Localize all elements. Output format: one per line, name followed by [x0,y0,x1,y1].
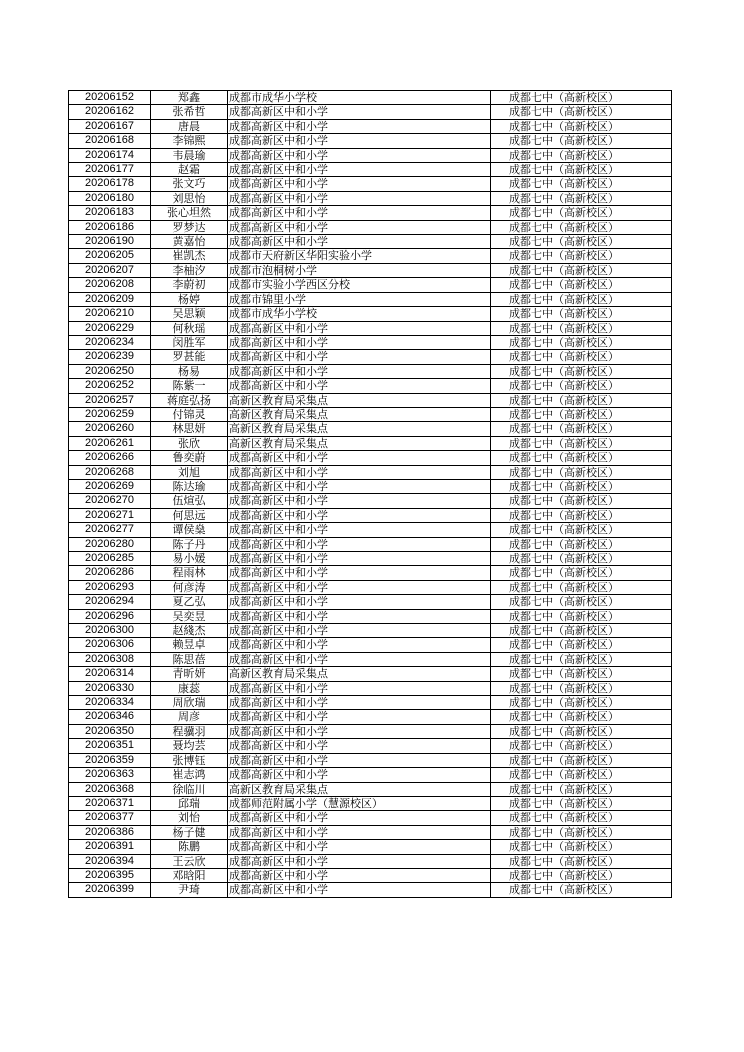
school-cell: 成都市锦里小学 [228,292,491,306]
student-name-cell: 吴奕昱 [151,609,228,623]
campus-cell: 成都七中（高新校区） [491,335,672,349]
student-id-cell: 20206270 [69,494,151,508]
table-row [69,523,672,537]
student-name-cell: 陈思蓓 [151,652,228,666]
campus-cell: 成都七中（高新校区） [491,134,672,148]
campus-cell: 成都七中（高新校区） [491,393,672,407]
table-row [69,710,672,724]
campus-cell: 成都七中（高新校区） [491,235,672,249]
school-cell: 成都高新区中和小学 [228,638,491,652]
student-id-cell: 20206334 [69,696,151,710]
table-row [69,494,672,508]
school-cell: 高新区教育局采集点 [228,782,491,796]
campus-cell: 成都七中（高新校区） [491,307,672,321]
campus-cell: 成都七中（高新校区） [491,191,672,205]
school-cell: 成都高新区中和小学 [228,508,491,522]
student-name-cell: 周欣瑞 [151,696,228,710]
school-cell: 成都高新区中和小学 [228,163,491,177]
student-name-cell: 刘思怡 [151,191,228,205]
campus-cell: 成都七中（高新校区） [491,220,672,234]
table-row [69,479,672,493]
school-cell: 成都高新区中和小学 [228,552,491,566]
school-cell: 成都高新区中和小学 [228,321,491,335]
student-table [68,90,672,898]
campus-cell: 成都七中（高新校区） [491,868,672,882]
campus-cell: 成都七中（高新校区） [491,451,672,465]
school-cell: 成都高新区中和小学 [228,868,491,882]
school-cell: 成都高新区中和小学 [228,523,491,537]
student-name-cell: 邱瑞 [151,796,228,810]
student-name-cell: 尹琦 [151,883,228,897]
campus-cell: 成都七中（高新校区） [491,825,672,839]
table-row [69,580,672,594]
campus-cell: 成都七中（高新校区） [491,523,672,537]
student-name-cell: 张文巧 [151,177,228,191]
school-cell: 成都高新区中和小学 [228,566,491,580]
student-name-cell: 罗梦达 [151,220,228,234]
student-id-cell: 20206368 [69,782,151,796]
table-row [69,163,672,177]
campus-cell: 成都七中（高新校区） [491,537,672,551]
school-cell: 成都高新区中和小学 [228,465,491,479]
school-cell: 高新区教育局采集点 [228,436,491,450]
table-row [69,105,672,119]
campus-cell: 成都七中（高新校区） [491,667,672,681]
table-row [69,753,672,767]
table-row [69,782,672,796]
table-row [69,508,672,522]
student-id-cell: 20206266 [69,451,151,465]
student-name-cell: 赖昱卓 [151,638,228,652]
student-id-cell: 20206174 [69,148,151,162]
school-cell: 成都高新区中和小学 [228,724,491,738]
table-row [69,609,672,623]
student-name-cell: 程骥羽 [151,724,228,738]
student-id-cell: 20206250 [69,364,151,378]
student-id-cell: 20206394 [69,854,151,868]
campus-cell: 成都七中（高新校区） [491,379,672,393]
table-row [69,667,672,681]
student-name-cell: 陈子丹 [151,537,228,551]
student-name-cell: 郑鑫 [151,91,228,105]
campus-cell: 成都七中（高新校区） [491,105,672,119]
school-cell: 成都高新区中和小学 [228,811,491,825]
student-name-cell: 徐临川 [151,782,228,796]
student-id-cell: 20206346 [69,710,151,724]
student-id-cell: 20206391 [69,840,151,854]
student-name-cell: 赵霜 [151,163,228,177]
campus-cell: 成都七中（高新校区） [491,739,672,753]
campus-cell: 成都七中（高新校区） [491,638,672,652]
school-cell: 成都高新区中和小学 [228,768,491,782]
campus-cell: 成都七中（高新校区） [491,508,672,522]
table-row [69,263,672,277]
school-cell: 成都市实验小学西区分校 [228,278,491,292]
campus-cell: 成都七中（高新校区） [491,177,672,191]
campus-cell: 成都七中（高新校区） [491,580,672,594]
student-id-cell: 20206293 [69,580,151,594]
student-name-cell: 崔凯杰 [151,249,228,263]
student-id-cell: 20206168 [69,134,151,148]
table-row [69,206,672,220]
school-cell: 成都高新区中和小学 [228,451,491,465]
table-row [69,235,672,249]
school-cell: 高新区教育局采集点 [228,407,491,421]
table-row [69,624,672,638]
table-row [69,134,672,148]
student-id-cell: 20206277 [69,523,151,537]
table-row [69,854,672,868]
school-cell: 成都高新区中和小学 [228,681,491,695]
table-row [69,552,672,566]
school-cell: 成都高新区中和小学 [228,494,491,508]
student-id-cell: 20206377 [69,811,151,825]
campus-cell: 成都七中（高新校区） [491,364,672,378]
table-row [69,465,672,479]
school-cell: 成都高新区中和小学 [228,652,491,666]
school-cell: 成都高新区中和小学 [228,134,491,148]
table-row [69,724,672,738]
campus-cell: 成都七中（高新校区） [491,681,672,695]
student-name-cell: 韦晨瑜 [151,148,228,162]
school-cell: 成都高新区中和小学 [228,119,491,133]
school-cell: 成都高新区中和小学 [228,379,491,393]
student-id-cell: 20206229 [69,321,151,335]
campus-cell: 成都七中（高新校区） [491,854,672,868]
campus-cell: 成都七中（高新校区） [491,321,672,335]
campus-cell: 成都七中（高新校区） [491,119,672,133]
school-cell: 成都高新区中和小学 [228,191,491,205]
student-id-cell: 20206285 [69,552,151,566]
student-id-cell: 20206306 [69,638,151,652]
student-id-cell: 20206180 [69,191,151,205]
student-name-cell: 李锦熙 [151,134,228,148]
school-cell: 成都高新区中和小学 [228,840,491,854]
campus-cell: 成都七中（高新校区） [491,796,672,810]
table-row [69,91,672,105]
campus-cell: 成都七中（高新校区） [491,840,672,854]
campus-cell: 成都七中（高新校区） [491,811,672,825]
table-row [69,652,672,666]
school-cell: 成都高新区中和小学 [228,206,491,220]
student-name-cell: 何秋瑶 [151,321,228,335]
student-name-cell: 易小媛 [151,552,228,566]
table-row [69,595,672,609]
campus-cell: 成都七中（高新校区） [491,609,672,623]
student-name-cell: 青昕妍 [151,667,228,681]
student-id-cell: 20206167 [69,119,151,133]
student-name-cell: 张希哲 [151,105,228,119]
student-id-cell: 20206314 [69,667,151,681]
student-id-cell: 20206363 [69,768,151,782]
school-cell: 高新区教育局采集点 [228,667,491,681]
student-id-cell: 20206178 [69,177,151,191]
student-name-cell: 聂均芸 [151,739,228,753]
student-name-cell: 杨易 [151,364,228,378]
school-cell: 高新区教育局采集点 [228,422,491,436]
student-id-cell: 20206210 [69,307,151,321]
student-name-cell: 张博钰 [151,753,228,767]
table-row [69,739,672,753]
table-row [69,292,672,306]
table-row [69,883,672,897]
school-cell: 成都高新区中和小学 [228,177,491,191]
campus-cell: 成都七中（高新校区） [491,91,672,105]
campus-cell: 成都七中（高新校区） [491,494,672,508]
campus-cell: 成都七中（高新校区） [491,696,672,710]
school-cell: 成都高新区中和小学 [228,479,491,493]
student-id-cell: 20206252 [69,379,151,393]
student-name-cell: 赵綫杰 [151,624,228,638]
campus-cell: 成都七中（高新校区） [491,479,672,493]
campus-cell: 成都七中（高新校区） [491,552,672,566]
student-id-cell: 20206350 [69,724,151,738]
student-id-cell: 20206162 [69,105,151,119]
student-name-cell: 周彦 [151,710,228,724]
campus-cell: 成都七中（高新校区） [491,350,672,364]
student-name-cell: 杨婷 [151,292,228,306]
school-cell: 成都高新区中和小学 [228,696,491,710]
campus-cell: 成都七中（高新校区） [491,278,672,292]
school-cell: 成都市泡桐树小学 [228,263,491,277]
campus-cell: 成都七中（高新校区） [491,407,672,421]
student-id-cell: 20206294 [69,595,151,609]
table-row [69,364,672,378]
table-row [69,638,672,652]
table-row [69,537,672,551]
school-cell: 成都市成华小学校 [228,307,491,321]
campus-cell: 成都七中（高新校区） [491,263,672,277]
student-id-cell: 20206261 [69,436,151,450]
student-name-cell: 陈鹏 [151,840,228,854]
student-id-cell: 20206300 [69,624,151,638]
table-row [69,796,672,810]
student-id-cell: 20206296 [69,609,151,623]
student-name-cell: 吴思颖 [151,307,228,321]
campus-cell: 成都七中（高新校区） [491,148,672,162]
school-cell: 成都高新区中和小学 [228,148,491,162]
student-name-cell: 刘怡 [151,811,228,825]
school-cell: 成都高新区中和小学 [228,825,491,839]
student-table-body [69,91,672,898]
student-id-cell: 20206152 [69,91,151,105]
table-row [69,825,672,839]
table-row [69,379,672,393]
school-cell: 成都高新区中和小学 [228,739,491,753]
student-name-cell: 张欣 [151,436,228,450]
student-name-cell: 唐晨 [151,119,228,133]
table-row [69,321,672,335]
student-id-cell: 20206286 [69,566,151,580]
table-row [69,393,672,407]
campus-cell: 成都七中（高新校区） [491,724,672,738]
student-name-cell: 罗甚能 [151,350,228,364]
school-cell: 成都高新区中和小学 [228,580,491,594]
table-row [69,350,672,364]
campus-cell: 成都七中（高新校区） [491,249,672,263]
student-id-cell: 20206183 [69,206,151,220]
campus-cell: 成都七中（高新校区） [491,710,672,724]
school-cell: 成都高新区中和小学 [228,350,491,364]
student-id-cell: 20206386 [69,825,151,839]
student-id-cell: 20206186 [69,220,151,234]
campus-cell: 成都七中（高新校区） [491,465,672,479]
table-row [69,566,672,580]
student-name-cell: 邓晗阳 [151,868,228,882]
table-row [69,278,672,292]
student-name-cell: 林思妍 [151,422,228,436]
student-id-cell: 20206205 [69,249,151,263]
school-cell: 成都高新区中和小学 [228,883,491,897]
student-name-cell: 黄嘉怡 [151,235,228,249]
campus-cell: 成都七中（高新校区） [491,163,672,177]
campus-cell: 成都七中（高新校区） [491,595,672,609]
campus-cell: 成都七中（高新校区） [491,753,672,767]
student-name-cell: 程雨林 [151,566,228,580]
student-id-cell: 20206395 [69,868,151,882]
student-id-cell: 20206257 [69,393,151,407]
table-row [69,119,672,133]
student-id-cell: 20206371 [69,796,151,810]
school-cell: 成都高新区中和小学 [228,364,491,378]
student-name-cell: 杨子健 [151,825,228,839]
school-cell: 高新区教育局采集点 [228,393,491,407]
table-row [69,696,672,710]
student-name-cell: 伍煊弘 [151,494,228,508]
school-cell: 成都高新区中和小学 [228,235,491,249]
student-id-cell: 20206399 [69,883,151,897]
table-row [69,451,672,465]
table-row [69,148,672,162]
table-row [69,768,672,782]
student-name-cell: 闵胜军 [151,335,228,349]
student-name-cell: 崔志鸿 [151,768,228,782]
campus-cell: 成都七中（高新校区） [491,566,672,580]
table-row [69,868,672,882]
student-name-cell: 何彦涛 [151,580,228,594]
campus-cell: 成都七中（高新校区） [491,782,672,796]
student-id-cell: 20206260 [69,422,151,436]
student-id-cell: 20206351 [69,739,151,753]
table-row [69,681,672,695]
student-name-cell: 付锦灵 [151,407,228,421]
student-name-cell: 刘旭 [151,465,228,479]
table-row [69,335,672,349]
school-cell: 成都高新区中和小学 [228,537,491,551]
student-name-cell: 李蔚初 [151,278,228,292]
student-id-cell: 20206269 [69,479,151,493]
school-cell: 成都高新区中和小学 [228,710,491,724]
school-cell: 成都高新区中和小学 [228,609,491,623]
student-name-cell: 李柚汐 [151,263,228,277]
table-row [69,191,672,205]
table-row [69,249,672,263]
student-name-cell: 蒋庭弘扬 [151,393,228,407]
student-name-cell: 夏乙弘 [151,595,228,609]
student-id-cell: 20206239 [69,350,151,364]
student-id-cell: 20206308 [69,652,151,666]
student-id-cell: 20206268 [69,465,151,479]
student-name-cell: 康蕊 [151,681,228,695]
campus-cell: 成都七中（高新校区） [491,292,672,306]
student-id-cell: 20206234 [69,335,151,349]
table-row [69,422,672,436]
student-id-cell: 20206259 [69,407,151,421]
campus-cell: 成都七中（高新校区） [491,436,672,450]
campus-cell: 成都七中（高新校区） [491,883,672,897]
student-name-cell: 王云欣 [151,854,228,868]
school-cell: 成都高新区中和小学 [228,854,491,868]
campus-cell: 成都七中（高新校区） [491,768,672,782]
table-row [69,811,672,825]
student-name-cell: 何思远 [151,508,228,522]
campus-cell: 成都七中（高新校区） [491,206,672,220]
school-cell: 成都高新区中和小学 [228,595,491,609]
student-id-cell: 20206207 [69,263,151,277]
student-name-cell: 鲁奕蔚 [151,451,228,465]
school-cell: 成都师范附属小学（慧源校区） [228,796,491,810]
table-row [69,177,672,191]
school-cell: 成都高新区中和小学 [228,105,491,119]
student-id-cell: 20206330 [69,681,151,695]
student-id-cell: 20206177 [69,163,151,177]
campus-cell: 成都七中（高新校区） [491,422,672,436]
school-cell: 成都高新区中和小学 [228,335,491,349]
student-name-cell: 张心坦然 [151,206,228,220]
student-id-cell: 20206359 [69,753,151,767]
table-row [69,840,672,854]
table-row [69,307,672,321]
school-cell: 成都高新区中和小学 [228,624,491,638]
table-row [69,407,672,421]
table-row [69,220,672,234]
student-id-cell: 20206208 [69,278,151,292]
school-cell: 成都市天府新区华阳实验小学 [228,249,491,263]
school-cell: 成都市成华小学校 [228,91,491,105]
campus-cell: 成都七中（高新校区） [491,652,672,666]
student-id-cell: 20206209 [69,292,151,306]
student-name-cell: 谭侯燊 [151,523,228,537]
campus-cell: 成都七中（高新校区） [491,624,672,638]
student-name-cell: 陈紫一 [151,379,228,393]
student-name-cell: 陈达瑜 [151,479,228,493]
student-id-cell: 20206280 [69,537,151,551]
student-id-cell: 20206190 [69,235,151,249]
table-row [69,436,672,450]
school-cell: 成都高新区中和小学 [228,753,491,767]
student-id-cell: 20206271 [69,508,151,522]
school-cell: 成都高新区中和小学 [228,220,491,234]
